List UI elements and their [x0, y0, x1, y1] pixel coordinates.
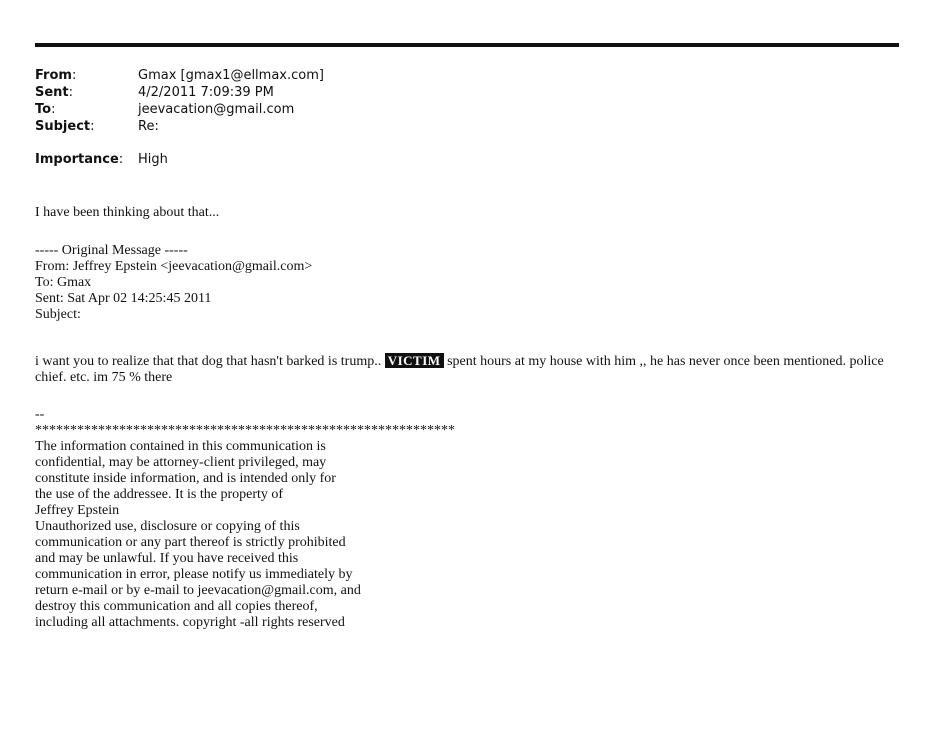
- header-spacer: [35, 135, 324, 151]
- disclaimer-line: the use of the addressee. It is the property of: [35, 487, 284, 502]
- subject-value: Re:: [138, 119, 159, 134]
- message-text-after: spent hours at my house with him ,, he has never once been mentioned. police chief. etc. im 75 % there: [35, 354, 884, 385]
- header-from-row: [35, 67, 324, 84]
- original-to: To: Gmax: [35, 275, 92, 290]
- header-subject-row: [35, 118, 324, 135]
- importance-value: High: [138, 152, 168, 167]
- disclaimer-line: communication or any part thereof is strictly prohibited: [35, 535, 346, 550]
- disclaimer-line: Unauthorized use, disclosure or copying of this: [35, 519, 300, 534]
- disclaimer-line: and may be unlawful. If you have received this: [35, 551, 299, 566]
- signature-stars: ************************************************************: [35, 423, 455, 438]
- message-text-before: i want you to realize that that dog that hasn't barked is trump..: [35, 354, 385, 369]
- reply-text: I have been thinking about that...: [35, 205, 220, 220]
- disclaimer-line: Jeffrey Epstein: [35, 503, 120, 518]
- disclaimer-line: confidential, may be attorney-client privileged, may: [35, 455, 327, 470]
- email-header: [35, 67, 324, 168]
- original-separator: ----- Original Message -----: [35, 243, 188, 258]
- sent-value: 4/2/2011 7:09:39 PM: [138, 85, 274, 100]
- header-sent-row: [35, 84, 324, 101]
- disclaimer-line: communication in error, please notify us immediately by: [35, 567, 353, 582]
- to-label: To:: [35, 102, 56, 117]
- top-divider: [35, 43, 899, 47]
- signature-block: [35, 407, 455, 631]
- original-from: From: Jeffrey Epstein <jeevacation@gmail.com>: [35, 259, 313, 274]
- header-to-row: [35, 101, 324, 118]
- original-message-header: [35, 243, 312, 323]
- original-subject: Subject:: [35, 307, 81, 322]
- from-label: From:: [35, 68, 77, 83]
- redaction-box: VICTIM: [385, 353, 444, 368]
- importance-label: Importance:: [35, 152, 124, 167]
- from-value[interactable]: Gmax [gmax1@ellmax.com]: [138, 68, 324, 83]
- disclaimer-line: destroy this communication and all copies thereof,: [35, 599, 318, 614]
- original-sent: Sent: Sat Apr 02 14:25:45 2011: [35, 291, 212, 306]
- header-importance-row: [35, 151, 324, 168]
- sent-label: Sent:: [35, 85, 74, 100]
- disclaimer-line: return e-mail or by e-mail to jeevacation@gmail.com, and: [35, 583, 361, 598]
- subject-label: Subject:: [35, 119, 95, 134]
- disclaimer-line: The information contained in this communication is: [35, 439, 326, 454]
- disclaimer-line: including all attachments. copyright -all rights reserved: [35, 615, 345, 630]
- disclaimer-line: constitute inside information, and is intended only for: [35, 471, 336, 486]
- message-body: [35, 353, 905, 386]
- to-value[interactable]: jeevacation@gmail.com: [138, 102, 295, 117]
- signature-dashes: --: [35, 407, 45, 422]
